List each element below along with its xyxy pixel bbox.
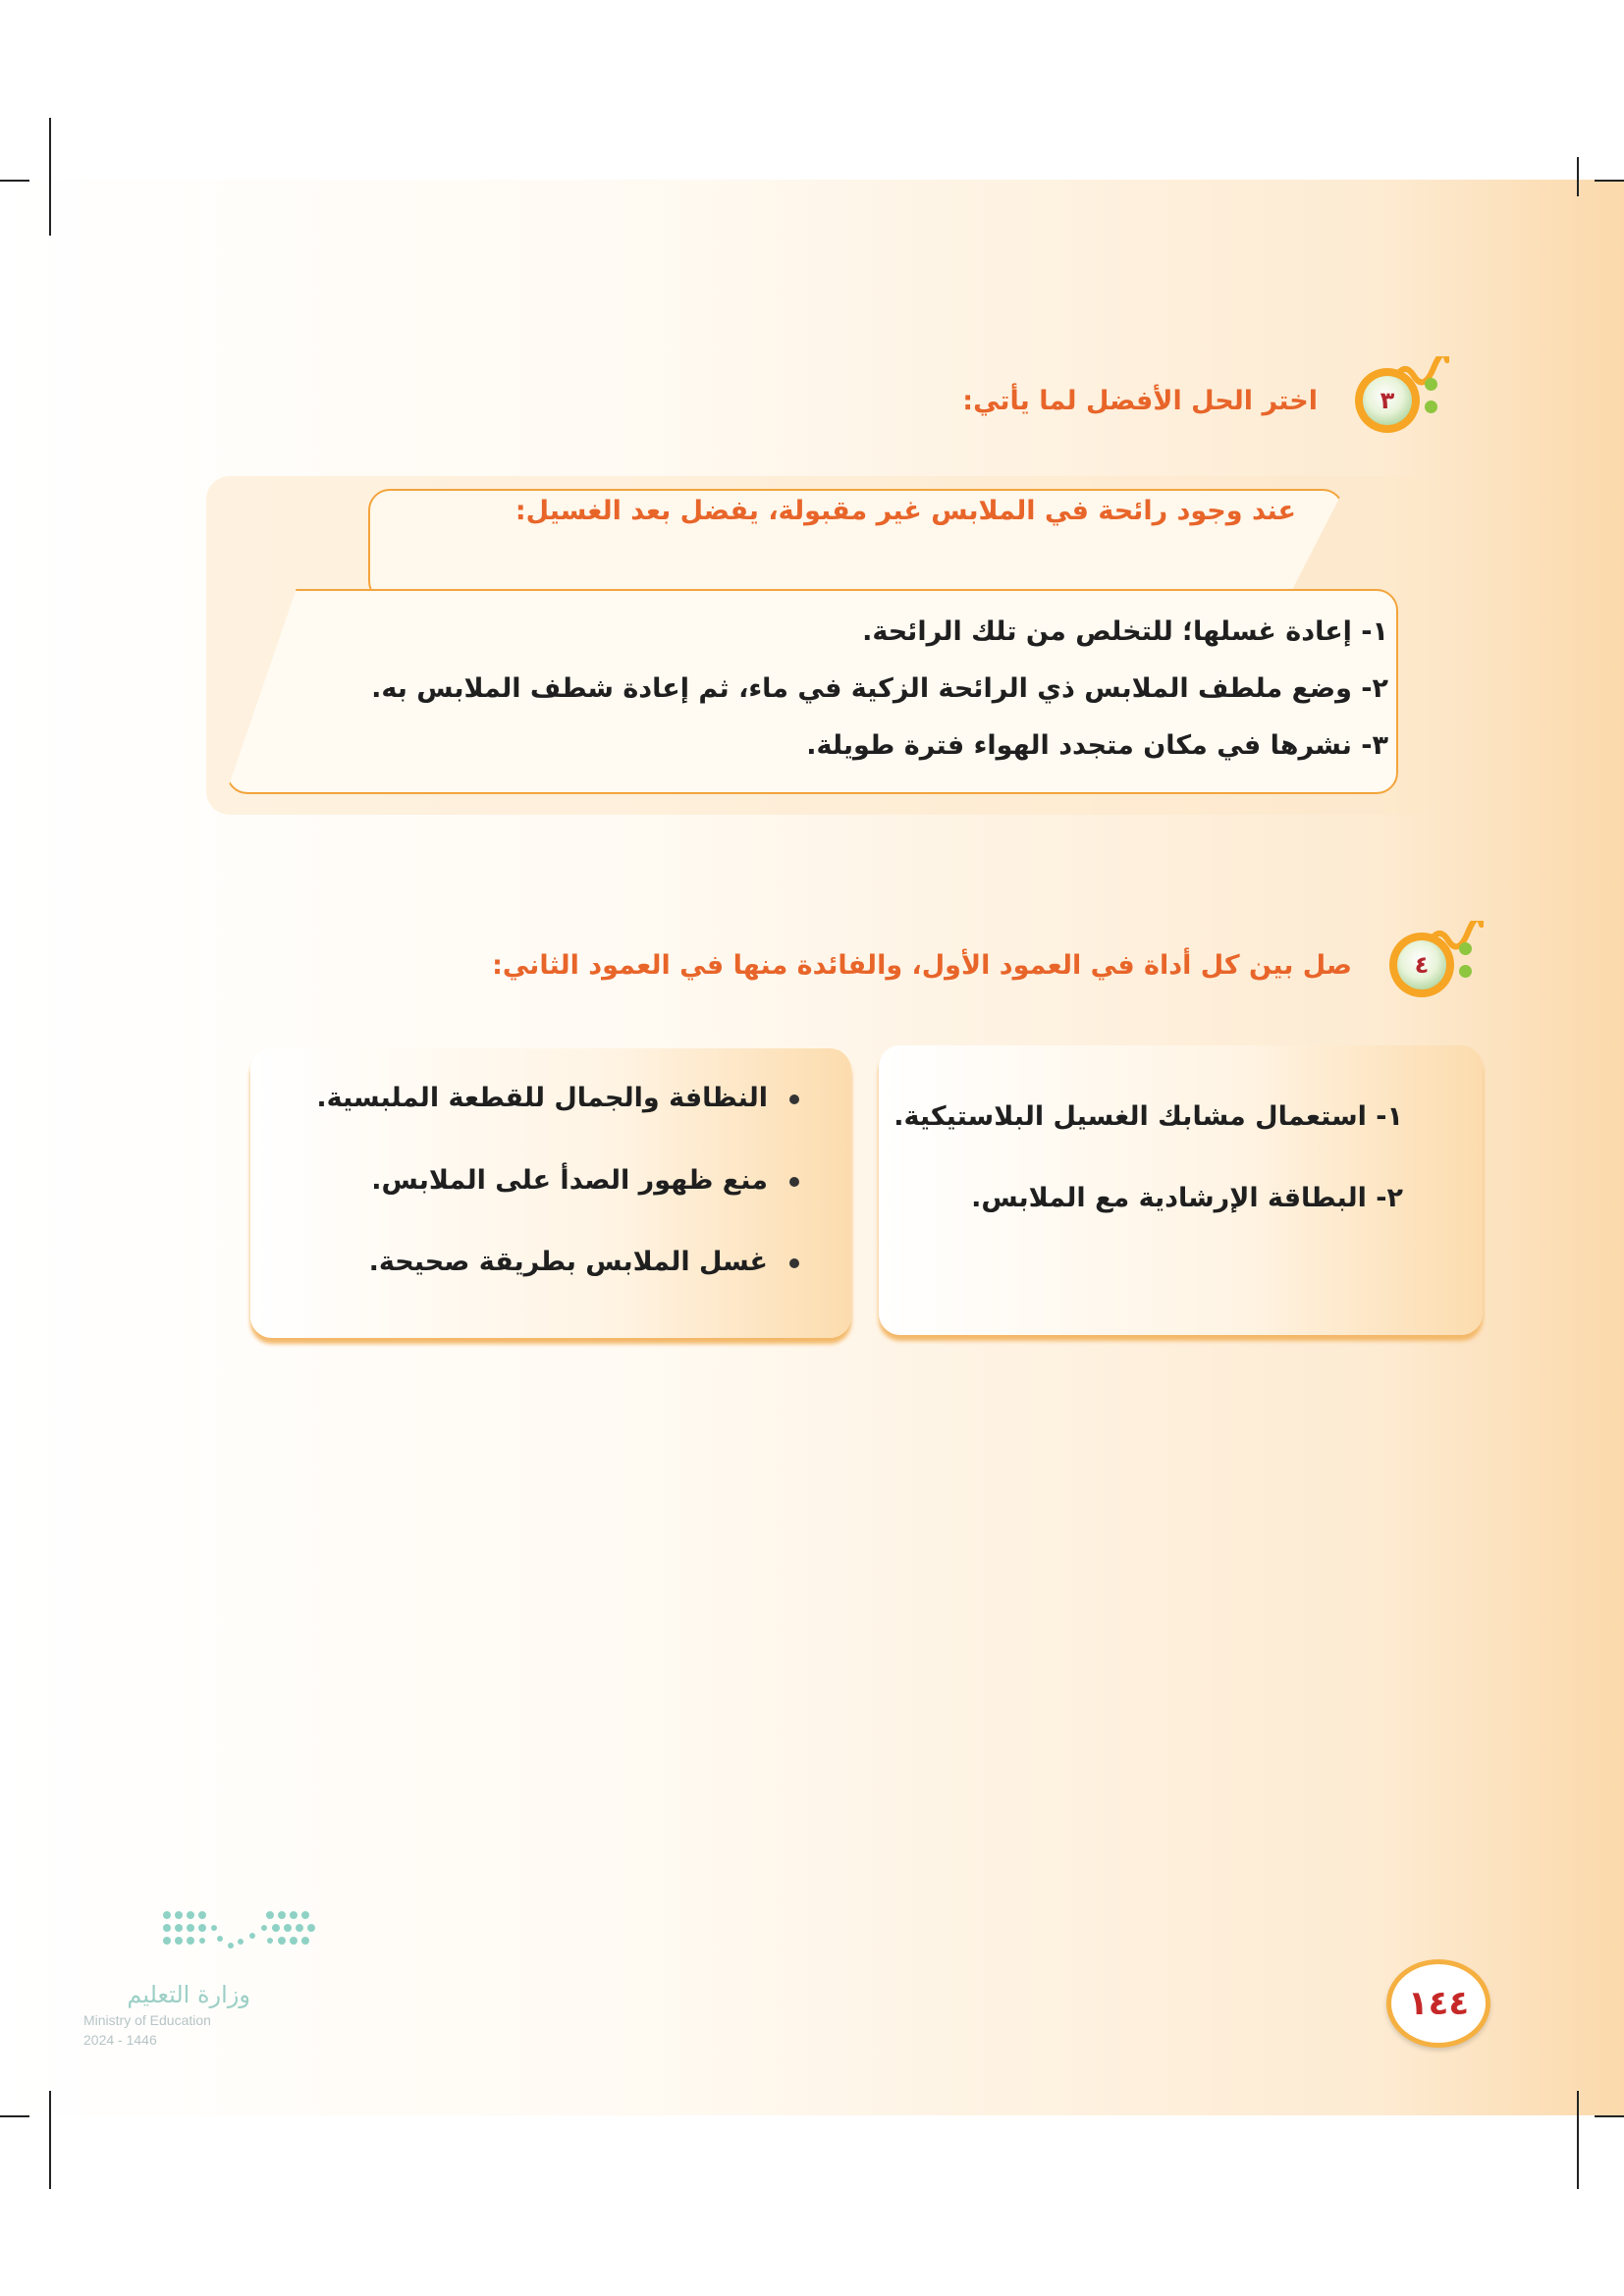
crop-mark [1577, 2091, 1579, 2189]
question-4-header [492, 923, 1472, 1007]
crop-mark [1577, 157, 1579, 196]
ministry-name-ar: وزارة التعليم [127, 1981, 250, 2008]
dots-icon [1458, 942, 1472, 991]
crop-mark [0, 180, 29, 182]
option-3[interactable]: ٣- نشرها في مكان متجدد الهواء فترة طويلة. [806, 730, 1388, 761]
column-2-item-text: النظافة والجمال للقطعة الملبسية. [316, 1083, 768, 1113]
question-number: ٣ [1363, 376, 1412, 425]
bullet-icon [789, 1258, 799, 1268]
question-3-title: اختر الحل الأفضل لما يأتي: [962, 385, 1318, 416]
option-1[interactable]: ١- إعادة غسلها؛ للتخلص من تلك الرائحة. [862, 616, 1388, 647]
question-number-badge [1374, 923, 1472, 1007]
ministry-name-en: Ministry of Education [83, 2012, 211, 2028]
question-3-prompt: عند وجود رائحة في الملابس غير مقبولة، يفضل بعد الغسيل: [514, 496, 1296, 526]
crop-mark [1595, 180, 1624, 182]
question-3-header [962, 358, 1437, 443]
dots-icon [1424, 378, 1437, 427]
column-2-item[interactable] [316, 1083, 799, 1113]
crop-mark [0, 2115, 29, 2117]
crop-mark [49, 118, 51, 236]
question-number-badge [1339, 358, 1437, 443]
page-number: ١٤٤ [1386, 1959, 1490, 2048]
bullet-icon [789, 1095, 799, 1104]
column-2-item-text: منع ظهور الصدأ على الملابس. [371, 1165, 768, 1196]
column-2-item[interactable] [371, 1165, 799, 1196]
ministry-logo-icon [83, 1904, 339, 2052]
ministry-year: 2024 - 1446 [83, 2032, 157, 2048]
question-number: ٤ [1397, 940, 1446, 989]
question-4-title: صل بين كل أداة في العمود الأول، والفائدة منها في العمود الثاني: [492, 949, 1352, 981]
column-1-item[interactable]: ١- استعمال مشابك الغسيل البلاستيكية. [893, 1101, 1403, 1132]
option-2[interactable]: ٢- وضع ملطف الملابس ذي الرائحة الزكية في ماء، ثم إعادة شطف الملابس به. [371, 673, 1388, 704]
column-2-item[interactable] [369, 1247, 799, 1277]
bullet-icon [789, 1177, 799, 1187]
column-1-item[interactable]: ٢- البطاقة الإرشادية مع الملابس. [971, 1183, 1403, 1213]
column-2-item-text: غسل الملابس بطريقة صحيحة. [368, 1247, 768, 1277]
crop-mark [49, 2091, 51, 2189]
crop-mark [1595, 2115, 1624, 2117]
